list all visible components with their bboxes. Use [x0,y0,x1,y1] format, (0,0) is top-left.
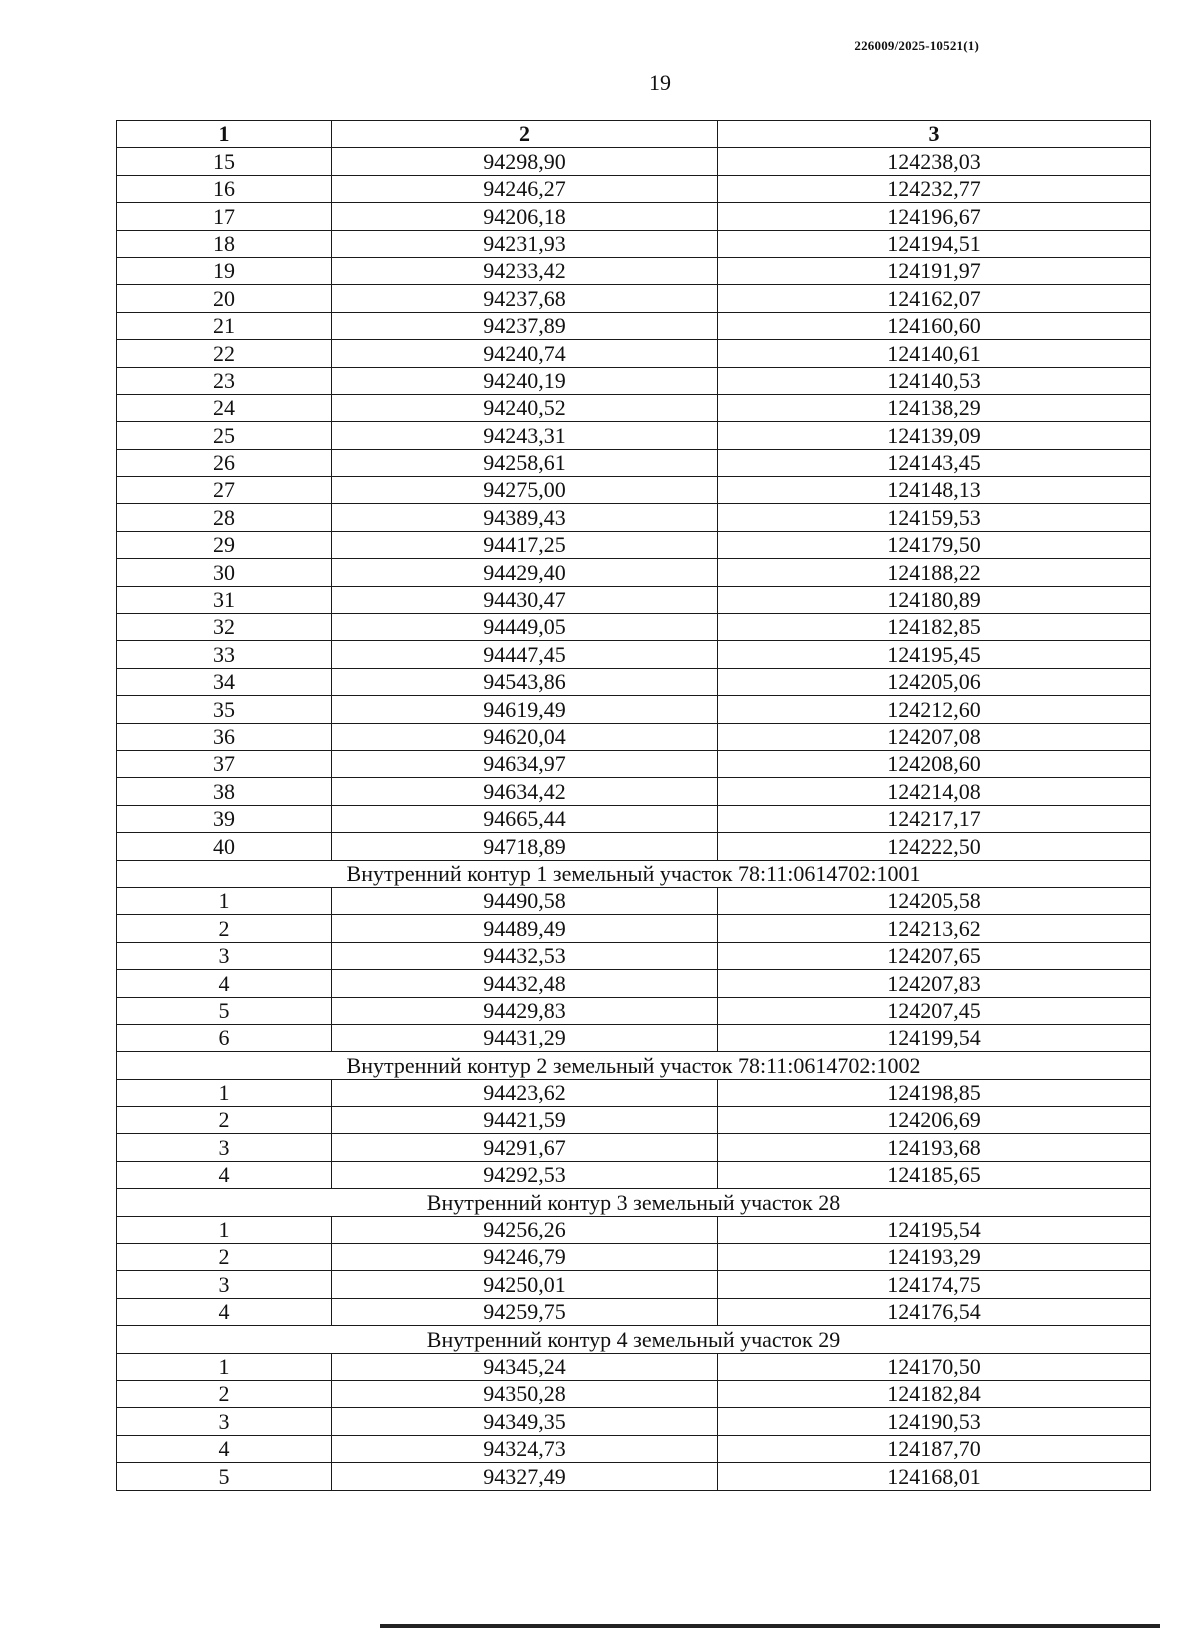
table-row [117,449,1151,476]
table-row [117,203,1151,230]
x-coordinate-cell: 94543,86 [332,668,718,695]
point-number-cell: 30 [117,559,332,586]
table-row [117,915,1151,942]
point-number-cell: 38 [117,778,332,805]
x-coordinate-cell: 94620,04 [332,723,718,750]
y-coordinate-cell: 124194,51 [718,230,1151,257]
y-coordinate-cell: 124159,53 [718,504,1151,531]
point-number-cell: 22 [117,340,332,367]
column-header: 1 [117,121,332,148]
x-coordinate-cell: 94240,74 [332,340,718,367]
point-number-cell: 34 [117,668,332,695]
x-coordinate-cell: 94327,49 [332,1463,718,1490]
y-coordinate-cell: 124199,54 [718,1024,1151,1051]
x-coordinate-cell: 94240,52 [332,394,718,421]
table-row [117,750,1151,777]
table-row [117,148,1151,175]
table-row [117,422,1151,449]
table-row [117,1463,1151,1490]
point-number-cell: 17 [117,203,332,230]
point-number-cell: 20 [117,285,332,312]
point-number-cell: 1 [117,1353,332,1380]
table-row [117,559,1151,586]
table-row [117,723,1151,750]
point-number-cell: 21 [117,312,332,339]
page-number: 19 [649,70,671,95]
table-row [117,1024,1151,1051]
table-header-row [117,121,1151,148]
table-row [117,1271,1151,1298]
x-coordinate-cell: 94324,73 [332,1435,718,1462]
y-coordinate-cell: 124162,07 [718,285,1151,312]
y-coordinate-cell: 124214,08 [718,778,1151,805]
document-number: 226009/2025-10521(1) [854,38,979,53]
point-number-cell: 23 [117,367,332,394]
point-number-cell: 24 [117,394,332,421]
x-coordinate-cell: 94258,61 [332,449,718,476]
x-coordinate-cell: 94275,00 [332,477,718,504]
table-row [117,586,1151,613]
x-coordinate-cell: 94665,44 [332,805,718,832]
point-number-cell: 3 [117,1134,332,1161]
point-number-cell: 3 [117,1408,332,1435]
x-coordinate-cell: 94431,29 [332,1024,718,1051]
point-number-cell: 4 [117,1435,332,1462]
y-coordinate-cell: 124168,01 [718,1463,1151,1490]
point-number-cell: 3 [117,1271,332,1298]
point-number-cell: 15 [117,148,332,175]
x-coordinate-cell: 94423,62 [332,1079,718,1106]
table-row [117,997,1151,1024]
x-coordinate-cell: 94256,26 [332,1216,718,1243]
x-coordinate-cell: 94246,79 [332,1244,718,1271]
y-coordinate-cell: 124206,69 [718,1107,1151,1134]
point-number-cell: 2 [117,1380,332,1407]
x-coordinate-cell: 94490,58 [332,887,718,914]
table-row [117,1107,1151,1134]
y-coordinate-cell: 124198,85 [718,1079,1151,1106]
point-number-cell: 27 [117,477,332,504]
section-row [117,1189,1151,1216]
y-coordinate-cell: 124179,50 [718,531,1151,558]
column-header: 2 [332,121,718,148]
column-header: 3 [718,121,1151,148]
section-title: Внутренний контур 2 земельный участок 78:11:0614702:1002 [117,1052,1151,1079]
point-number-cell: 2 [117,915,332,942]
y-coordinate-cell: 124188,22 [718,559,1151,586]
x-coordinate-cell: 94259,75 [332,1298,718,1325]
point-number-cell: 26 [117,449,332,476]
y-coordinate-cell: 124238,03 [718,148,1151,175]
x-coordinate-cell: 94421,59 [332,1107,718,1134]
section-row [117,860,1151,887]
y-coordinate-cell: 124207,45 [718,997,1151,1024]
coordinates-table [116,120,1151,1491]
point-number-cell: 16 [117,175,332,202]
point-number-cell: 5 [117,997,332,1024]
y-coordinate-cell: 124180,89 [718,586,1151,613]
x-coordinate-cell: 94429,40 [332,559,718,586]
point-number-cell: 40 [117,833,332,860]
x-coordinate-cell: 94233,42 [332,257,718,284]
table-row [117,833,1151,860]
table-row [117,1435,1151,1462]
y-coordinate-cell: 124160,60 [718,312,1151,339]
x-coordinate-cell: 94447,45 [332,641,718,668]
table-row [117,1216,1151,1243]
point-number-cell: 1 [117,1079,332,1106]
point-number-cell: 29 [117,531,332,558]
y-coordinate-cell: 124195,45 [718,641,1151,668]
x-coordinate-cell: 94718,89 [332,833,718,860]
point-number-cell: 35 [117,696,332,723]
table-row [117,1161,1151,1188]
point-number-cell: 36 [117,723,332,750]
x-coordinate-cell: 94237,68 [332,285,718,312]
section-title: Внутренний контур 1 земельный участок 78:11:0614702:1001 [117,860,1151,887]
y-coordinate-cell: 124195,54 [718,1216,1151,1243]
table-row [117,340,1151,367]
table-row [117,668,1151,695]
x-coordinate-cell: 94231,93 [332,230,718,257]
table-row [117,175,1151,202]
section-title: Внутренний контур 4 земельный участок 29 [117,1326,1151,1353]
y-coordinate-cell: 124174,75 [718,1271,1151,1298]
point-number-cell: 5 [117,1463,332,1490]
y-coordinate-cell: 124176,54 [718,1298,1151,1325]
table-row [117,531,1151,558]
point-number-cell: 18 [117,230,332,257]
x-coordinate-cell: 94250,01 [332,1271,718,1298]
table-row [117,257,1151,284]
table-row [117,1244,1151,1271]
x-coordinate-cell: 94246,27 [332,175,718,202]
y-coordinate-cell: 124232,77 [718,175,1151,202]
point-number-cell: 1 [117,1216,332,1243]
point-number-cell: 25 [117,422,332,449]
y-coordinate-cell: 124207,08 [718,723,1151,750]
y-coordinate-cell: 124208,60 [718,750,1151,777]
x-coordinate-cell: 94350,28 [332,1380,718,1407]
y-coordinate-cell: 124207,83 [718,970,1151,997]
point-number-cell: 4 [117,1161,332,1188]
x-coordinate-cell: 94243,31 [332,422,718,449]
x-coordinate-cell: 94634,97 [332,750,718,777]
table-row [117,367,1151,394]
y-coordinate-cell: 124205,58 [718,887,1151,914]
x-coordinate-cell: 94240,19 [332,367,718,394]
x-coordinate-cell: 94619,49 [332,696,718,723]
point-number-cell: 32 [117,614,332,641]
table-row [117,1298,1151,1325]
y-coordinate-cell: 124222,50 [718,833,1151,860]
point-number-cell: 37 [117,750,332,777]
x-coordinate-cell: 94345,24 [332,1353,718,1380]
x-coordinate-cell: 94417,25 [332,531,718,558]
point-number-cell: 28 [117,504,332,531]
section-row [117,1326,1151,1353]
x-coordinate-cell: 94489,49 [332,915,718,942]
y-coordinate-cell: 124193,68 [718,1134,1151,1161]
table-row [117,805,1151,832]
x-coordinate-cell: 94206,18 [332,203,718,230]
point-number-cell: 39 [117,805,332,832]
table-row [117,778,1151,805]
y-coordinate-cell: 124212,60 [718,696,1151,723]
y-coordinate-cell: 124182,85 [718,614,1151,641]
x-coordinate-cell: 94389,43 [332,504,718,531]
x-coordinate-cell: 94298,90 [332,148,718,175]
point-number-cell: 33 [117,641,332,668]
y-coordinate-cell: 124182,84 [718,1380,1151,1407]
point-number-cell: 4 [117,1298,332,1325]
section-title: Внутренний контур 3 земельный участок 28 [117,1189,1151,1216]
table-body [117,148,1151,1490]
table-row [117,1134,1151,1161]
y-coordinate-cell: 124140,61 [718,340,1151,367]
table-row [117,942,1151,969]
scan-edge-line [380,1624,1160,1628]
table-row [117,1380,1151,1407]
x-coordinate-cell: 94291,67 [332,1134,718,1161]
y-coordinate-cell: 124140,53 [718,367,1151,394]
point-number-cell: 4 [117,970,332,997]
table-row [117,312,1151,339]
x-coordinate-cell: 94429,83 [332,997,718,1024]
y-coordinate-cell: 124170,50 [718,1353,1151,1380]
y-coordinate-cell: 124207,65 [718,942,1151,969]
table-row [117,477,1151,504]
section-row [117,1052,1151,1079]
x-coordinate-cell: 94237,89 [332,312,718,339]
x-coordinate-cell: 94292,53 [332,1161,718,1188]
y-coordinate-cell: 124193,29 [718,1244,1151,1271]
table-row [117,970,1151,997]
point-number-cell: 2 [117,1107,332,1134]
y-coordinate-cell: 124139,09 [718,422,1151,449]
table-row [117,394,1151,421]
y-coordinate-cell: 124191,97 [718,257,1151,284]
table-row [117,696,1151,723]
point-number-cell: 6 [117,1024,332,1051]
y-coordinate-cell: 124143,45 [718,449,1151,476]
table-row [117,887,1151,914]
table-row [117,641,1151,668]
table-row [117,1079,1151,1106]
y-coordinate-cell: 124190,53 [718,1408,1151,1435]
table-row [117,1353,1151,1380]
point-number-cell: 1 [117,887,332,914]
y-coordinate-cell: 124205,06 [718,668,1151,695]
x-coordinate-cell: 94430,47 [332,586,718,613]
y-coordinate-cell: 124148,13 [718,477,1151,504]
y-coordinate-cell: 124187,70 [718,1435,1151,1462]
point-number-cell: 3 [117,942,332,969]
y-coordinate-cell: 124196,67 [718,203,1151,230]
table-row [117,230,1151,257]
x-coordinate-cell: 94634,42 [332,778,718,805]
x-coordinate-cell: 94432,48 [332,970,718,997]
table-row [117,1408,1151,1435]
y-coordinate-cell: 124217,17 [718,805,1151,832]
y-coordinate-cell: 124185,65 [718,1161,1151,1188]
y-coordinate-cell: 124213,62 [718,915,1151,942]
point-number-cell: 19 [117,257,332,284]
x-coordinate-cell: 94432,53 [332,942,718,969]
x-coordinate-cell: 94349,35 [332,1408,718,1435]
y-coordinate-cell: 124138,29 [718,394,1151,421]
table-row [117,504,1151,531]
table-row [117,614,1151,641]
x-coordinate-cell: 94449,05 [332,614,718,641]
point-number-cell: 31 [117,586,332,613]
table-row [117,285,1151,312]
point-number-cell: 2 [117,1244,332,1271]
